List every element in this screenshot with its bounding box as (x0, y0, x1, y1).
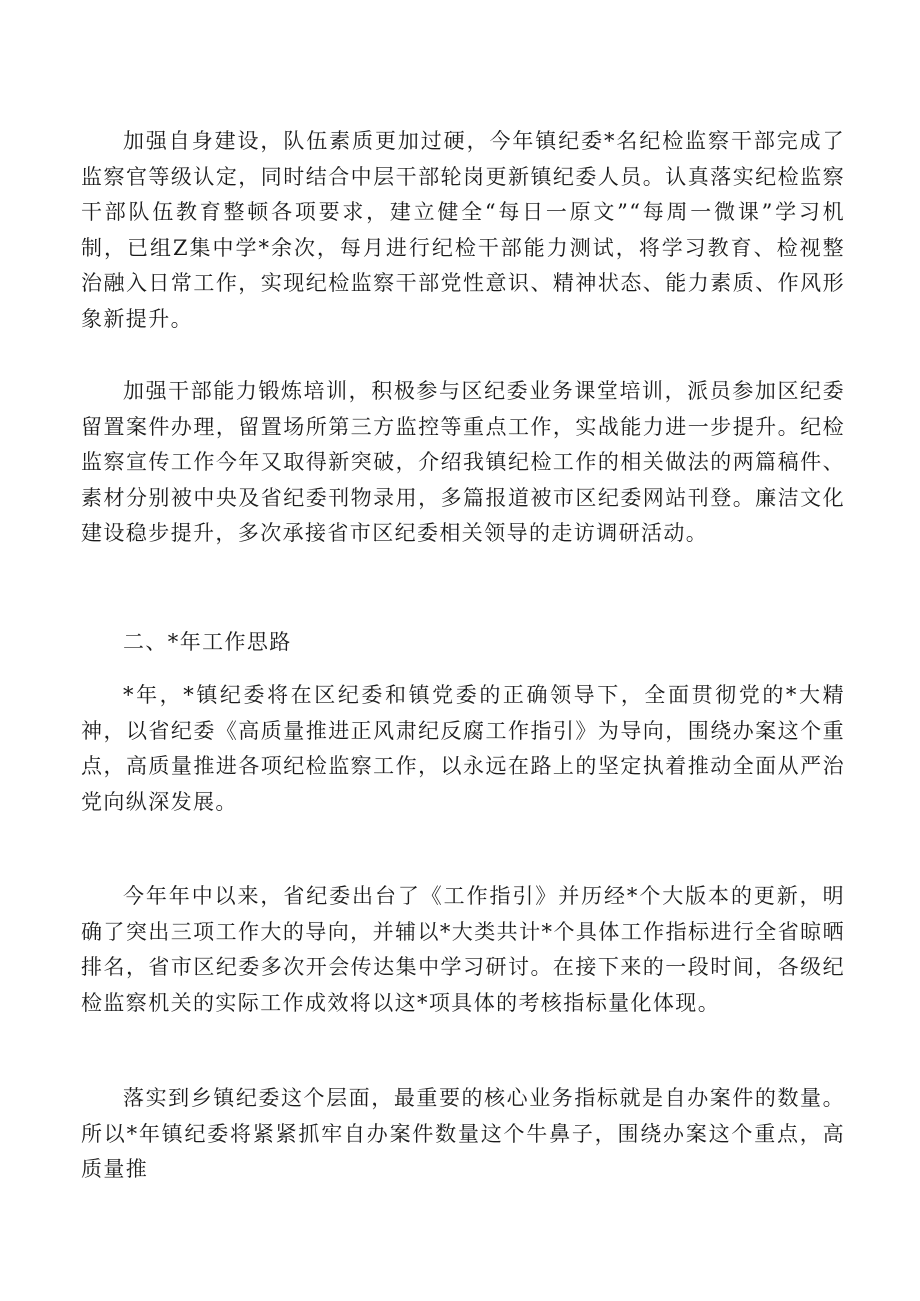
paragraph-team-building: 加强自身建设，队伍素质更加过硬，今年镇纪委*名纪检监察干部完成了监察官等级认定，同时结合中层干部轮岗更新镇纪委人员。认真落实纪检监察干部队伍教育整顿各项要求，建立健全“每日一原文”“每周一微课”学习机制，已组Z集中学*余次，每月进行纪检干部能力测试，将学习教育、检视整治融入日常工作，实现纪检监察干部党性意识、精神状态、能力素质、作风形象新提升。 (81, 129, 845, 331)
paragraph-training: 加强干部能力锻炼培训，积极参与区纪委业务课堂培训，派员参加区纪委留置案件办理，留置场所第三方监控等重点工作，实战能力进一步提升。纪检监察宣传工作今年又取得新突破，介绍我镇纪检工作的相关做法的两篇稿件、素材分别被中央及省纪委刊物录用，多篇报道被市区纪委网站刊登。廉洁文化建设稳步提升，多次承接省市区纪委相关领导的走访调研活动。 (81, 379, 845, 545)
paragraph-plan-overview: *年，*镇纪委将在区纪委和镇党委的正确领导下，全面贯彻党的*大精神，以省纪委《高质量推进正风肃纪反腐工作指引》为导向，围绕办案这个重点，高质量推进各项纪检监察工作，以永远在路上的坚定执着推动全面从严治党向纵深发展。 (81, 683, 845, 814)
paragraph-work-guideline: 今年年中以来，省纪委出台了《工作指引》并历经*个大版本的更新，明确了突出三项工作大的导向，并辅以*大类共计*个具体工作指标进行全省晾晒排名，省市区纪委多次开会传达集中学习研讨。在接下来的一段时间，各级纪检监察机关的实际工作成效将以这*项具体的考核指标量化体现。 (81, 884, 845, 1015)
section-heading: 二、*年工作思路 (123, 630, 292, 654)
paragraph-case-focus: 落实到乡镇纪委这个层面，最重要的核心业务指标就是自办案件的数量。所以*年镇纪委将紧紧抓牢自办案件数量这个牛鼻子，围绕办案这个重点，高质量推 (81, 1086, 845, 1181)
